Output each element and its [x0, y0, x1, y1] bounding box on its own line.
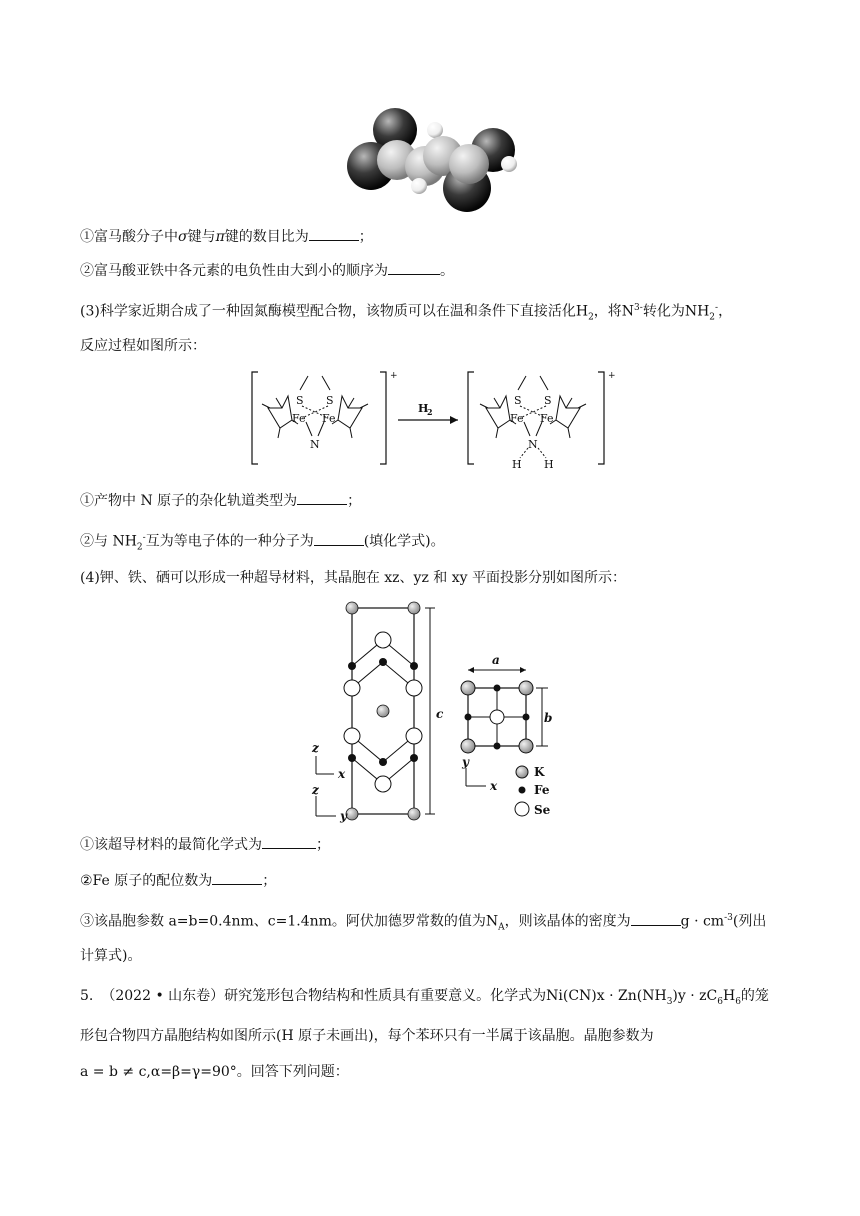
formula-subscript: 2 [136, 542, 143, 553]
question-text: (列出 [732, 913, 767, 930]
question-text: ，则该晶体的密度为 [504, 913, 631, 930]
question-number: 5. [80, 988, 94, 1004]
answer-blank[interactable] [388, 260, 440, 275]
bracket-left [252, 372, 258, 464]
answer-blank[interactable] [262, 834, 316, 849]
axes-xy [466, 768, 486, 786]
question-text: 的笼 [740, 988, 769, 1004]
xy-projection [461, 653, 552, 753]
question-text: ③该晶胞参数 a=b=0.4nm、c=1.4nm。阿伏加德罗常数的值为 [80, 913, 486, 930]
hydrogen-label: H [544, 458, 554, 470]
question-5-line3 [80, 1062, 349, 1082]
iron-label: Fe [510, 412, 524, 425]
charge-label: + [390, 371, 398, 381]
charge-label: + [608, 371, 616, 381]
question-text: ； [262, 873, 277, 889]
axis-z-label: z [312, 741, 319, 755]
sulfur-label: S [514, 394, 522, 407]
atoms [347, 108, 517, 212]
question-text: ②Fe 原子的配位数为 [80, 873, 213, 889]
sulfur-label: S [544, 394, 552, 407]
axis-y-label: y [462, 755, 469, 769]
formula-subscript: 2 [588, 312, 594, 323]
question-text: (3)科学家近期合成了一种固氮酶模型配合物，该物质可以在温和条件下直接活化 [80, 303, 576, 320]
legend [515, 766, 529, 816]
part-3-intro [80, 298, 732, 327]
part-4-question-3-line2: 计算式)。 [80, 948, 142, 964]
formula-subscript: 3 [666, 996, 673, 1007]
cell-parameters: a = b ≠ c,α=β=γ=90° [80, 1064, 237, 1080]
part-4-question-2 [80, 870, 276, 891]
question-text: ①富马酸分子中 [80, 229, 178, 245]
unit-superscript: -3 [724, 913, 733, 923]
formula: Ni(CN)x · Zn(NH [546, 988, 667, 1004]
formula: )y · zC [672, 988, 718, 1004]
part-3-question-2 [80, 528, 445, 557]
question-text: 键与 [187, 229, 216, 245]
question-text: 研究笼形包合物结构和性质具有重要意义。化学式为 [224, 988, 547, 1004]
iron-label: Fe [322, 412, 336, 425]
question-text: (填化学式)。 [363, 533, 445, 550]
formula-superscript: 3- [634, 303, 643, 313]
answer-blank[interactable] [314, 531, 364, 546]
bracket-right [598, 372, 604, 464]
question-text: ①产物中 N 原子的杂化轨道类型为 [80, 493, 298, 509]
question-text: ②富马酸亚铁中各元素的电负性由大到小的顺序为 [80, 263, 388, 279]
formula-subscript: 6 [735, 996, 741, 1007]
answer-blank[interactable] [212, 870, 262, 885]
parameter-a-label: a [492, 653, 500, 667]
question-text: ②与 NH [80, 533, 137, 550]
crystal-cell-projection [300, 596, 600, 826]
question-5-line2: 形包合物四方晶胞结构如图所示(H 原子未画出)，每个苯环只有一半属于该晶胞。晶胞参数为 [80, 1028, 654, 1044]
formula-subscript: 2 [709, 312, 716, 323]
pi-symbol: π [215, 229, 225, 245]
formula: N [621, 303, 635, 320]
arrow-label-subscript: 2 [427, 407, 433, 417]
legend-label-fe: Fe [534, 783, 550, 797]
formula-subscript: A [498, 922, 505, 933]
question-text: ； [347, 493, 362, 509]
question-text: ，将 [593, 303, 622, 320]
question-text: ； [316, 837, 330, 853]
part-3-question-1 [80, 490, 361, 511]
legend-label-k: K [534, 765, 545, 779]
axis-x-label: x [338, 767, 346, 781]
answer-blank[interactable] [297, 490, 347, 505]
axis-x-label: x [490, 779, 498, 793]
sulfur-label: S [296, 394, 304, 407]
formula-superscript: - [715, 303, 719, 313]
parameter-b-label: b [544, 711, 553, 725]
question-text: ， [718, 303, 733, 320]
part-4-question-3 [80, 908, 766, 937]
question-text: ； [358, 229, 373, 245]
legend-label-se: Se [534, 803, 551, 817]
question-text: 。 [440, 263, 454, 279]
fumaric-acid-molecule-model [345, 108, 520, 212]
axis-y-label: y [340, 809, 347, 823]
question-text: 键的数目比为 [224, 229, 309, 245]
answer-blank[interactable] [631, 911, 681, 926]
question-text: 转化为 [642, 303, 685, 320]
bracket-left [468, 372, 474, 464]
nitrogen-label: N [528, 438, 538, 451]
axes-yz [316, 796, 336, 816]
reactant-structure [262, 376, 368, 438]
fumarate-question-2 [80, 260, 454, 281]
question-source: （2022 • 山东卷） [101, 988, 225, 1004]
fumarate-question-1 [80, 226, 373, 247]
answer-blank[interactable] [309, 226, 359, 241]
iron-label: Fe [540, 412, 554, 425]
question-text: ①该超导材料的最简化学式为 [80, 837, 262, 853]
xz-yz-projection [344, 602, 444, 820]
sulfur-label: S [326, 394, 334, 407]
question-text: 。回答下列问题： [236, 1064, 349, 1080]
formula: N [485, 913, 499, 930]
reaction-diagram [248, 368, 618, 470]
part-3-intro-line2: 反应过程如图所示： [80, 338, 206, 354]
arrow-head [450, 416, 458, 424]
unit: g · cm [680, 913, 725, 930]
axes-xz [316, 756, 334, 774]
question-5-line1 [80, 986, 769, 1012]
sigma-symbol: σ [178, 229, 188, 245]
parameter-c-label: c [436, 707, 444, 721]
hydrogen-label: H [512, 458, 522, 470]
nitrogen-label: N [310, 438, 320, 451]
formula: H [722, 988, 736, 1004]
part-4-intro: (4)钾、铁、硒可以形成一种超导材料，其晶胞在 xz、yz 和 xy 平面投影分别如图所示： [80, 570, 626, 586]
bracket-right [380, 372, 386, 464]
iron-label: Fe [292, 412, 306, 425]
question-text: 互为等电子体的一种分子为 [145, 533, 314, 550]
arrow-label: H [418, 402, 429, 415]
part-4-question-1 [80, 834, 330, 855]
formula: NH [684, 303, 710, 320]
formula-subscript: 6 [717, 996, 723, 1007]
formula-superscript: - [142, 533, 146, 543]
formula: H [575, 303, 589, 320]
axis-z-label: z [312, 783, 319, 797]
